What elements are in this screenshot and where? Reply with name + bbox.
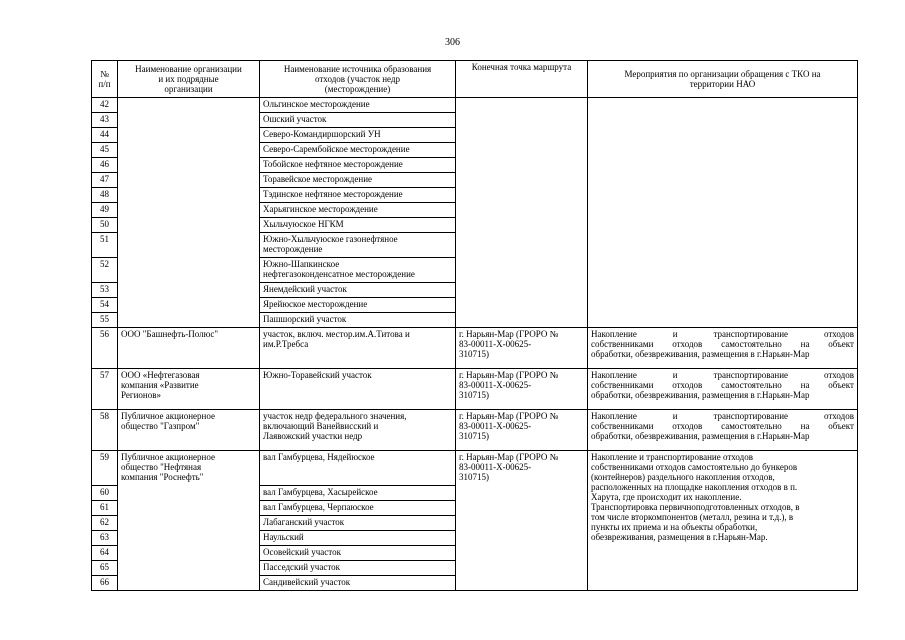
organization-cell-empty	[118, 98, 260, 328]
source-cell: Ошский участок	[260, 113, 456, 128]
source-cell: Лабаганский участок	[260, 516, 456, 531]
source-cell: Пасседский участок	[260, 561, 456, 576]
measures-line: Накопление и транспортирование отходов	[591, 411, 854, 421]
source-cell: участок, включ. местор.им.А.Титова и им.Р.Требса	[260, 328, 456, 369]
source-cell: вал Гамбурцева, Черпаюское	[260, 501, 456, 516]
page-number: 306	[445, 37, 460, 48]
source-cell: Тобойское нефтяное месторождение	[260, 158, 456, 173]
row-number: 49	[92, 203, 118, 218]
source-cell: Южно-Шапкинское нефтегазоконденсатное месторождение	[260, 258, 456, 283]
row-number: 47	[92, 173, 118, 188]
row-number: 64	[92, 546, 118, 561]
row-number: 48	[92, 188, 118, 203]
row-number: 63	[92, 531, 118, 546]
source-cell: Тэдинское нефтяное месторождение	[260, 188, 456, 203]
header-organization: Наименование организации и их подрядные организации	[118, 61, 260, 98]
source-cell: Южно-Торавейский участок	[260, 369, 456, 410]
measures-line: обработки, обезвреживания, размещения в г.Нарьян-Мар	[591, 390, 810, 400]
source-cell: Сандивейский участок	[260, 576, 456, 591]
source-cell: Северо-Сарембойское месторождение	[260, 143, 456, 158]
source-cell: Хыльчуюское НГКМ	[260, 218, 456, 233]
table-row	[92, 410, 858, 451]
source-cell: Северо-Командиршорский УН	[260, 128, 456, 143]
source-cell: Ярейюское месторождение	[260, 298, 456, 313]
endpoint-cell: г. Нарьян-Мар (ГРОРО № 83-00011-Х-00625- 310715)	[456, 369, 588, 410]
source-cell: вал Гамбурцева, Хасырейское	[260, 486, 456, 501]
table-row	[92, 328, 858, 369]
endpoint-cell: г. Нарьян-Мар (ГРОРО № 83-00011-Х-00625- 310715)	[456, 410, 588, 451]
source-cell: участок недр федерального значения, включающий Ванейвисский и Лаявожский участки недр	[260, 410, 456, 451]
row-number: 66	[92, 576, 118, 591]
table-header-row	[92, 61, 858, 98]
measures-line: Накопление и транспортирование отходов	[591, 370, 854, 380]
header-endpoint: Конечная точка маршрута	[456, 61, 588, 98]
source-cell: Янемдейский участок	[260, 283, 456, 298]
row-number: 55	[92, 313, 118, 328]
row-number: 59	[92, 451, 118, 486]
measures-line: обработки, обезвреживания, размещения в г.Нарьян-Мар	[591, 349, 810, 359]
waste-sources-table	[91, 60, 858, 591]
row-number: 58	[92, 410, 118, 451]
measures-line: собственниками отходов самостоятельно на объект	[591, 421, 854, 431]
header-source: Наименование источника образования отходов (участок недр (месторождение)	[260, 61, 456, 98]
measures-line: обработки, обезвреживания, размещения в г.Нарьян-Мар	[591, 431, 810, 441]
measures-cell	[588, 410, 858, 451]
measures-cell: Накопление и транспортирование отходов собственниками отходов самостоятельно до бункеров (контейнеров) раздельного накопления отходов, расположенных на площадке накопления отходов в п. Харута, где происходит их накопление. Транспортировка первичноподготовленных отходов, в том числе вторкомпонентов (металл, резина и т.д.), в пункты их приема и на объекты обработки, обезвреживания, размещения в г.Нарьян-Мар.	[588, 451, 858, 591]
row-number: 60	[92, 486, 118, 501]
row-number: 43	[92, 113, 118, 128]
organization-cell: ООО «Нефтегазовая компания «Развитие Регионов»	[118, 369, 260, 410]
measures-cell	[588, 369, 858, 410]
row-number: 57	[92, 369, 118, 410]
row-number: 56	[92, 328, 118, 369]
source-cell: Осовейский участок	[260, 546, 456, 561]
source-cell: вал Гамбурцева, Нядейюское	[260, 451, 456, 486]
row-number: 46	[92, 158, 118, 173]
row-number: 62	[92, 516, 118, 531]
organization-cell: Публичное акционерное общество "Нефтяная компания "Роснефть"	[118, 451, 260, 591]
measures-cell	[588, 328, 858, 369]
header-measures: Мероприятия по организации обращения с ТКО на территории НАО	[588, 61, 858, 98]
row-number: 52	[92, 258, 118, 283]
measures-cell-empty	[588, 98, 858, 328]
table-row	[92, 98, 858, 113]
row-number: 44	[92, 128, 118, 143]
row-number: 51	[92, 233, 118, 258]
source-cell: Ольгинское месторождение	[260, 98, 456, 113]
measures-line: собственниками отходов самостоятельно на объект	[591, 380, 854, 390]
table-row	[92, 369, 858, 410]
row-number: 45	[92, 143, 118, 158]
source-cell: Торавейское месторождение	[260, 173, 456, 188]
row-number: 65	[92, 561, 118, 576]
source-cell: Наульский	[260, 531, 456, 546]
organization-cell: Публичное акционерное общество "Газпром"	[118, 410, 260, 451]
row-number: 42	[92, 98, 118, 113]
endpoint-cell: г. Нарьян-Мар (ГРОРО № 83-00011-Х-00625- 310715)	[456, 328, 588, 369]
row-number: 54	[92, 298, 118, 313]
measures-line: Накопление и транспортирование отходов	[591, 329, 854, 339]
source-cell: Южно-Хыльчуюское газонефтяное месторождение	[260, 233, 456, 258]
row-number: 50	[92, 218, 118, 233]
row-number: 61	[92, 501, 118, 516]
organization-cell: ООО "Башнефть-Полюс"	[118, 328, 260, 369]
measures-line: собственниками отходов самостоятельно на объект	[591, 339, 854, 349]
endpoint-cell: г. Нарьян-Мар (ГРОРО № 83-00011-Х-00625- 310715)	[456, 451, 588, 591]
source-cell: Харьягинское месторождение	[260, 203, 456, 218]
endpoint-cell-empty	[456, 98, 588, 328]
table-row	[92, 451, 858, 486]
row-number: 53	[92, 283, 118, 298]
header-number: № п/п	[92, 61, 118, 98]
source-cell: Пашшорский участок	[260, 313, 456, 328]
